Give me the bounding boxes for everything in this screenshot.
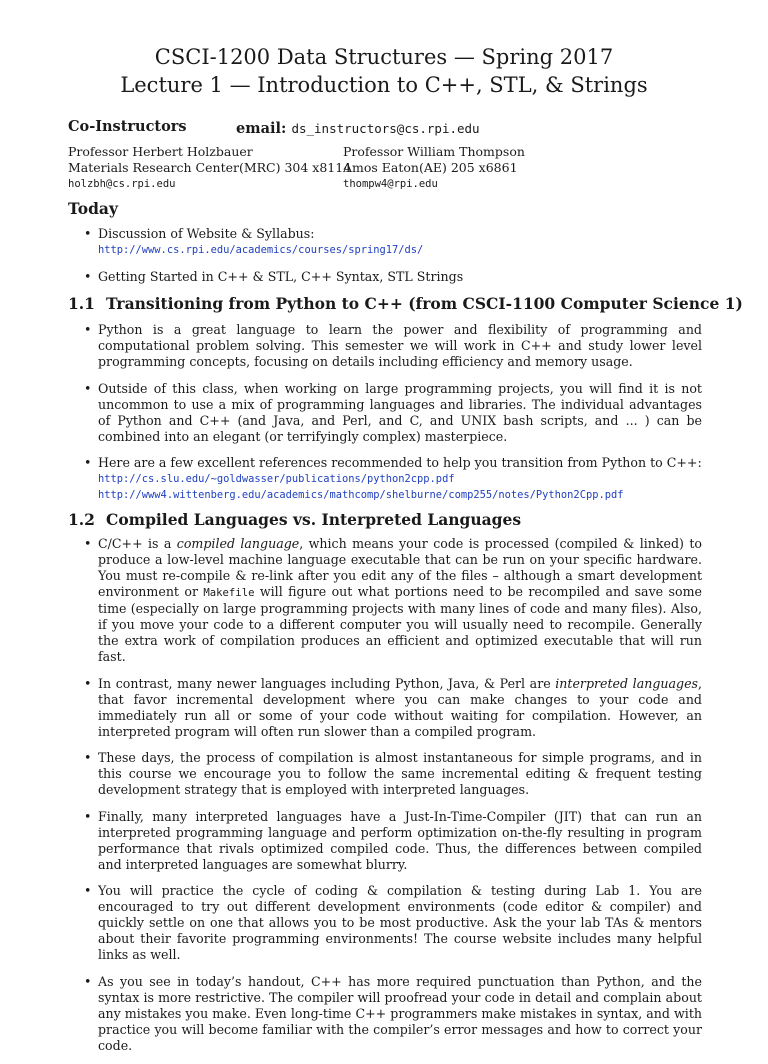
list-item: • Outside of this class, when working on large programming projects, you will find it is not uncommon to use a mix of programming languages and libraries. The individual advantages of Python and C++ (and Java, and Perl, and C, and UNIX bash scripts, and ... ) can be combined into an elegant (or terrifyingly complex) masterpiece. — [84, 381, 702, 445]
today-item-text: Discussion of Website & Syllabus: — [98, 226, 315, 241]
instructor-right-office: Amos Eaton(AE) 205 x6861 — [343, 160, 518, 175]
section-title: Compiled Languages vs. Interpreted Languages — [106, 510, 522, 529]
today-heading: Today — [68, 199, 118, 218]
list-item: • Python is a great language to learn the power and flexibility of programming and computational problem solving. This semester we will work in C++ and study lower level programming concepts, focusing on details including efficiency and memory usage. — [84, 322, 702, 370]
section-1-1-list — [84, 322, 702, 514]
list-item — [84, 455, 702, 503]
section-1-2-list — [84, 536, 702, 1064]
email-label: email: — [236, 120, 287, 137]
section-title: Transitioning from Python to C++ (from CSCI-1100 Computer Science 1) — [106, 294, 743, 313]
instructor-left-email[interactable]: holzbh@cs.rpi.edu — [68, 178, 176, 190]
text-run: , which means your code is processed (compiled & linked) to produce a low-level machine language executable that can be run on your specific hardware. You must re-compile & re-link after you edit any of the files – although a smart development environment or — [98, 536, 702, 599]
instructor-right-name: Professor William Thompson — [343, 144, 525, 159]
instructors-heading: Co-Instructors — [68, 118, 187, 135]
text-run: In contrast, many newer languages including Python, Java, & Perl are — [98, 675, 556, 691]
instructor-right — [343, 144, 525, 192]
list-item: • You will practice the cycle of coding & compilation & testing during Lab 1. You are encouraged to try out different development environments (code editor & compiler) and quickly settle on one that allows you to be most productive. Ask the your lab TAs & mentors about their favorite programming environments! The course website includes many helpful links as well. — [84, 883, 702, 963]
instructors-email-line — [236, 118, 480, 137]
text-run: C/C++ is a — [98, 536, 177, 551]
list-item: • Finally, many interpreted languages have a Just-In-Time-Compiler (JIT) that can run an interpreted programming language and perform optimization on-the-fly resulting in program performance that rivals optimized compiled code. Thus, the differences between compiled and interpreted languages are somewhat blurry. — [84, 809, 702, 873]
emphasis: interpreted languages — [555, 675, 698, 691]
lecture-title: Lecture 1 — Introduction to C++, STL, & Strings — [120, 73, 648, 97]
text-run: , that favor incremental development where you can make changes to your code and immediately run all or some of your code without waiting for compilation. However, an interpreted program will often run slower than a compiled program. — [98, 675, 702, 739]
section-1-2-heading — [68, 510, 521, 529]
reference-link-1[interactable]: http://cs.slu.edu/~goldwasser/publications/python2cpp.pdf — [98, 473, 455, 485]
list-item — [84, 269, 702, 285]
makefile-code: Makefile — [203, 587, 255, 599]
section-number: 1.2 — [68, 510, 95, 529]
course-title: CSCI-1200 Data Structures — Spring 2017 — [154, 45, 614, 69]
references-text: Here are a few excellent references recommended to help you transition from Python to C++: — [98, 455, 702, 470]
instructor-right-email[interactable]: thompw4@rpi.edu — [343, 178, 438, 190]
list-item: • As you see in today’s handout, C++ has more required punctuation than Python, and the syntax is more restrictive. The compiler will proofread your code in detail and complain about any mistakes you make. Even long-time C++ programmers make mistakes in syntax, and with practice you will become familiar with the compiler’s error messages and how to correct your code. — [84, 974, 702, 1054]
list-item — [84, 226, 702, 258]
instructor-left-office: Materials Research Center(MRC) 304 x8114 — [68, 160, 352, 175]
list-item — [84, 676, 702, 740]
reference-link-2[interactable]: http://www4.wittenberg.edu/academics/mathcomp/shelburne/comp255/notes/Python2Cpp.pdf — [98, 489, 624, 501]
today-item-text: Getting Started in C++ & STL, C++ Syntax, STL Strings — [98, 268, 464, 284]
instructor-left-name: Professor Herbert Holzbauer — [68, 144, 253, 159]
section-number: 1.1 — [68, 294, 95, 313]
instructors-email[interactable]: ds_instructors@cs.rpi.edu — [291, 121, 480, 136]
today-list — [84, 226, 702, 295]
list-item — [84, 536, 702, 665]
course-website-link[interactable]: http://www.cs.rpi.edu/academics/courses/spring17/ds/ — [98, 244, 424, 256]
instructor-left — [68, 144, 351, 192]
list-item: • These days, the process of compilation is almost instantaneous for simple programs, and in this course we encourage you to follow the same incremental editing & frequent testing development strategy that is employed with interpreted languages. — [84, 750, 702, 798]
text-run: will figure out what portions need to be recompiled and save some time (especially on large programming projects with many lines of code and many files). Also, if you move your code to a different computer you will usually need to recompile. Generally the extra work of compilation produces an efficient and optimized executable that will run fast. — [98, 584, 702, 664]
section-1-1-heading — [68, 294, 743, 313]
emphasis: compiled language — [176, 536, 300, 551]
